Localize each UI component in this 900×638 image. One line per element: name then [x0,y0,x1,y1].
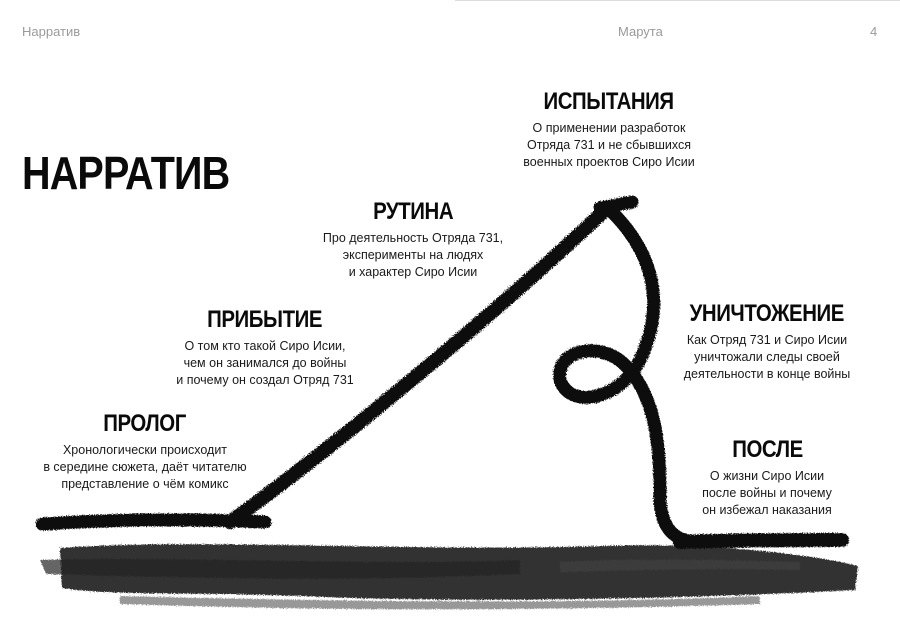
description-line: и характер Сиро Исии [348,265,478,279]
description-line: О жизни Сиро Исии [709,469,825,483]
description-line: чем он занимался до войны [183,356,347,370]
header-section-label: Нарратив [22,24,81,39]
description-line: и почему он создал Отряд 731 [176,373,354,387]
stage-routine [288,198,538,281]
description-line: Как Отряд 731 и Сиро Исии [686,333,848,347]
description-line: представление о чём комикс [61,477,229,491]
description-line: О применении разработок [532,121,686,135]
stage-destruction [656,300,878,383]
stage-title: ИСПЫТАНИЯ [543,88,675,115]
stage-description [288,230,538,281]
description-line: деятельности в конце войны [683,367,851,381]
header-document-title: Марута [618,24,663,39]
description-line: уничтожали следы своей [694,350,840,364]
stage-trials [484,88,734,171]
stage-description [140,338,390,389]
page-title: НАРРАТИВ [22,147,230,199]
stage-title: ПОСЛЕ [731,436,803,463]
stage-description [656,468,878,519]
stage-title: РУТИНА [372,198,454,225]
description-line: военных проектов Сиро Исии [523,155,695,169]
description-line: Про деятельность Отряда 731, [322,231,504,245]
description-line: О том кто такой Сиро Исии, [184,339,346,353]
description-line: он избежал наказания [702,503,832,517]
stage-title: УНИЧТОЖЕНИЕ [689,300,845,327]
description-line: Отряда 731 и не сбывшихся [526,138,692,152]
description-line: в середине сюжета, даёт читателю [43,460,247,474]
stage-title: ПРОЛОГ [103,410,187,437]
stage-title: ПРИБЫТИЕ [207,306,323,333]
stage-prologue [20,410,270,493]
ground-brush-texture [40,544,858,609]
description-line: после войны и почему [702,486,832,500]
description-line: Хронологически происходит [62,443,228,457]
header-page-number: 4 [870,24,878,39]
description-line: эксперименты на людях [342,248,484,262]
stage-after [656,436,878,519]
stage-description [484,120,734,171]
stage-description [656,332,878,383]
stage-arrival [140,306,390,389]
stage-description [20,442,270,493]
